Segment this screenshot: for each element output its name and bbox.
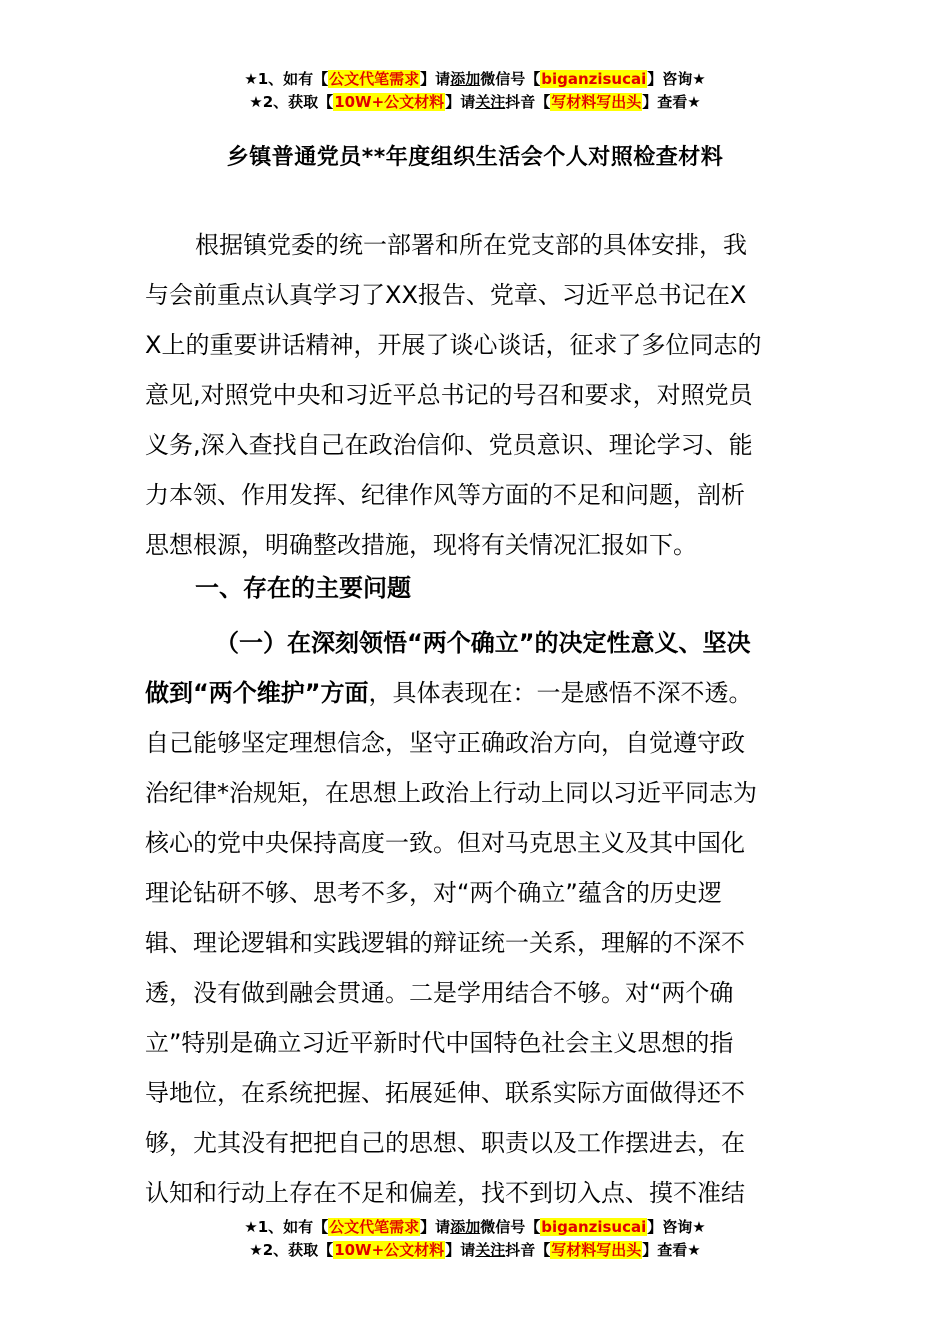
promo-underlined: 关注 [475,93,506,111]
text-line: 透，没有做到融会贯通。二是学用结合不够。对“两个确 [145,979,734,1007]
text-line: 义务,深入查找自己在政治信仰、党员意识、理论学习、能 [145,431,753,459]
document-title: 乡镇普通党员**年度组织生活会个人对照检查材料 [226,145,724,170]
text-line: 够，尤其没有把把自己的思想、职责以及工作摆进去，在 [145,1129,745,1157]
text-span: ，具体表现在：一是感悟不深不透。 [368,679,753,707]
promo-text: 抖音【 [505,93,551,111]
text-line: 立”特别是确立习近平新时代中国特色社会主义思想的指 [145,1029,734,1057]
promo-text: 】咨询★ [647,70,706,88]
text-line [145,668,810,718]
promo-text: ★1、如有【 [244,70,329,88]
text-line: 自己能够坚定理想信念，坚守正确政治方向，自觉遵守政 [145,729,745,757]
text-line: 思想根源，明确整改措施，现将有关情况汇报如下。 [145,531,697,559]
promo-text: ★2、获取【 [249,93,334,111]
text-line: 辑、理论逻辑和实践逻辑的辩证统一关系，理解的不深不 [145,929,745,957]
promo-text: ★2、获取【 [249,1241,334,1259]
promo-underlined: 关注 [475,1241,506,1259]
text-line: X上的重要讲话精神，开展了谈心谈话，征求了多位同志的 [145,331,762,359]
promo-highlight: biganzisucai [541,70,647,88]
promo-text: 】请 [420,1218,451,1236]
promo-text: ★1、如有【 [244,1218,329,1236]
promo-banner-top [0,68,950,114]
text-line: 与会前重点认真学习了XX报告、党章、习近平总书记在X [145,281,747,309]
subsection-heading-cont: 做到“两个维护”方面 [145,679,369,707]
promo-text: 】查看★ [642,1241,701,1259]
text-line: 力本领、作用发挥、纪律作风等方面的不足和问题，剖析 [145,481,745,509]
text-line: 认知和行动上存在不足和偏差，找不到切入点、摸不准结 [145,1179,745,1207]
promo-text: 微信号【 [480,1218,541,1236]
subsection-heading: （一）在深刻领悟“两个确立”的决定性意义、坚决 [215,629,751,657]
promo-highlight: 写材料写出头 [551,93,642,111]
intro-paragraph [145,220,810,570]
promo-text: 】请 [420,70,451,88]
promo-text: 】查看★ [642,93,701,111]
promo-highlight: 公文代笔需求 [329,1218,420,1236]
promo-line-2 [0,1239,950,1262]
promo-line-1 [0,1216,950,1239]
promo-highlight: 公文代笔需求 [329,70,420,88]
text-line: 理论钻研不够、思考不多，对“两个确立”蕴含的历史逻 [145,879,722,907]
promo-text: 抖音【 [505,1241,551,1259]
promo-highlight: biganzisucai [541,1218,647,1236]
promo-text: 微信号【 [480,70,541,88]
promo-underlined: 添加 [450,1218,481,1236]
text-line: 意见,对照党中央和习近平总书记的号召和要求，对照党员 [145,381,753,409]
text-line: 治纪律*治规矩，在思想上政治上行动上同以习近平同志为 [145,779,757,807]
promo-banner-bottom [0,1216,950,1262]
promo-highlight: 写材料写出头 [551,1241,642,1259]
subsection-paragraph [145,618,810,1218]
promo-text: 】请 [445,1241,476,1259]
promo-line-1 [0,68,950,91]
promo-highlight: 10W+公文材料 [334,93,445,111]
text-line: 根据镇党委的统一部署和所在党支部的具体安排，我 [195,231,747,259]
text-line: 导地位，在系统把握、拓展延伸、联系实际方面做得还不 [145,1079,745,1107]
promo-underlined: 添加 [450,70,481,88]
promo-text: 】请 [445,93,476,111]
promo-highlight: 10W+公文材料 [334,1241,445,1259]
section-heading: 一、存在的主要问题 [195,574,411,602]
promo-text: 】咨询★ [647,1218,706,1236]
text-line: 核心的党中央保持高度一致。但对马克思主义及其中国化 [145,829,745,857]
promo-line-2 [0,91,950,114]
